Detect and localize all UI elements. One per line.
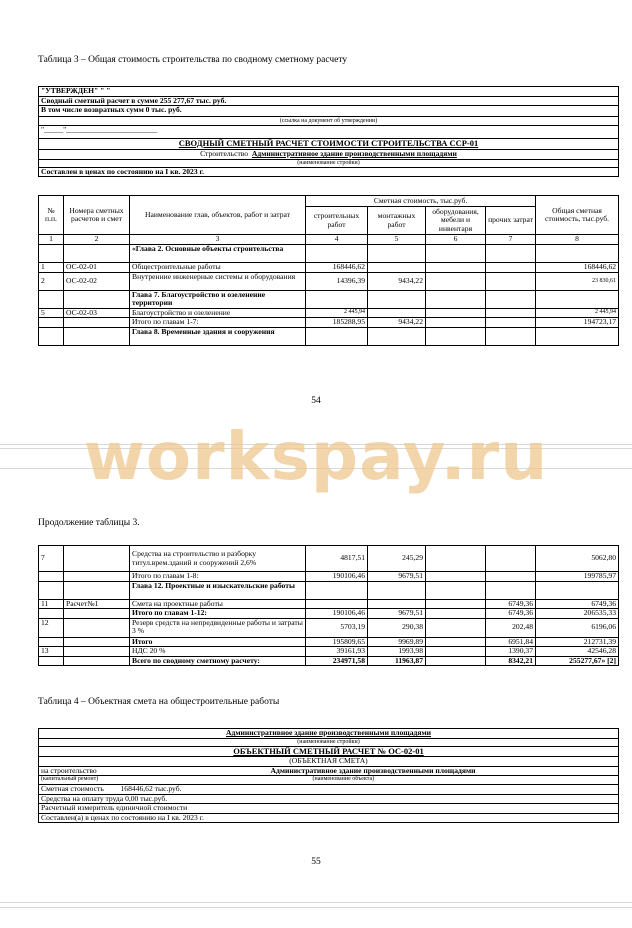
wage-line: Средства на оплату труда 0,00 тыс.руб.: [39, 794, 619, 804]
ssr-table-continued: [38, 545, 619, 666]
row-installation: [368, 244, 426, 262]
header-name: Наименование глав, объектов, работ и затрат: [130, 196, 306, 235]
table-row: [39, 546, 619, 572]
table-row: [39, 244, 619, 262]
row-num: 12: [39, 618, 64, 637]
row-name: «Глава 2. Основные объекты строительства: [130, 244, 306, 262]
construction-caption: (наименование стройки): [39, 159, 619, 167]
row-num: 11: [39, 599, 64, 609]
object-label: (наименование объекта): [312, 776, 375, 783]
on-construction-label: на строительство: [41, 766, 97, 775]
row-code: ОС-02-02: [64, 272, 130, 290]
row-name: Смета на проектные работы: [130, 599, 306, 609]
row-other: [486, 244, 536, 262]
unit-line: Расчетный измеритель единичной стоимости: [39, 804, 619, 814]
table-row: [39, 656, 619, 666]
row-num: [39, 572, 64, 582]
table-row: [39, 572, 619, 582]
row-code: [64, 244, 130, 262]
on-construction-value: Административное здание производственными площадями: [270, 765, 476, 775]
row-other: 8342,21: [486, 656, 536, 666]
row-total: 194723,17: [536, 318, 619, 328]
header-equipment: оборудования, мебели и инвентаря: [426, 207, 486, 235]
row-installation: [368, 581, 426, 599]
row-equipment: [426, 244, 486, 262]
row-installation: 290,38: [368, 618, 426, 637]
row-other: [486, 290, 536, 308]
row-construction: 195809,65: [306, 637, 368, 647]
row-name: Итого по главам 1-7:: [130, 318, 306, 328]
row-other: [486, 327, 536, 345]
row-code: [64, 318, 130, 328]
row-num: 5: [39, 308, 64, 318]
row-code: [64, 609, 130, 619]
table-row: [39, 290, 619, 308]
construction-label: Строительство: [200, 149, 249, 158]
row-code: [64, 637, 130, 647]
row-total: 2 445,94: [536, 308, 619, 318]
col-number: 6: [426, 235, 486, 245]
row-installation: [368, 308, 426, 318]
header-cost-group: Сметная стоимость, тыс.руб.: [306, 196, 536, 207]
row-num: 13: [39, 647, 64, 657]
row-other: [486, 318, 536, 328]
summary-line-1: Сводный сметный расчет в сумме 255 277,67 тыс. руб.: [39, 96, 619, 106]
table3-caption: Таблица 3 – Общая стоимость строительства по сводному сметному расчету: [38, 55, 348, 65]
approval-ref: (ссылка на документ об утверждении): [39, 117, 619, 126]
header-other: прочих затрат: [486, 207, 536, 235]
row-num: [39, 244, 64, 262]
object-estimate-table: [38, 728, 619, 823]
row-total: 42546,28: [536, 647, 619, 657]
object-estimate-title: ОБЪЕКТНЫЙ СМЕТНЫЙ РАСЧЕТ № ОС-02-01: [39, 746, 619, 757]
row-code: [64, 572, 130, 582]
row-construction: 4817,51: [306, 546, 368, 572]
summary-line-2: В том числе возвратных сумм 0 тыс. руб.: [39, 106, 619, 117]
row-construction: 185288,95: [306, 318, 368, 328]
col-number: 7: [486, 235, 536, 245]
t4-prices-line: Составлен(а) в ценах по состоянию на I кв. 2023 г.: [39, 813, 619, 823]
header-total: Общая сметная стоимость, тыс.руб.: [536, 196, 619, 235]
cost-value: 168446,62 тыс.руб.: [120, 784, 182, 794]
table-row: [39, 581, 619, 599]
ssr-table: [38, 195, 619, 346]
table-row: [39, 609, 619, 619]
row-construction: 5703,19: [306, 618, 368, 637]
row-other: [486, 572, 536, 582]
table-row: [39, 647, 619, 657]
header-construction: строительных работ: [306, 207, 368, 235]
row-name: Всего по сводному сметному расчету:: [130, 656, 306, 666]
table-row: [39, 308, 619, 318]
row-num: 1: [39, 262, 64, 272]
row-total: 6749,36: [536, 599, 619, 609]
table-row: [39, 599, 619, 609]
date-line: "_____"________________________: [39, 126, 619, 139]
row-num: [39, 290, 64, 308]
col-number: 2: [64, 235, 130, 245]
row-num: [39, 637, 64, 647]
row-name: Внутренние инженерные системы и оборудования: [130, 272, 306, 290]
row-code: [64, 656, 130, 666]
row-installation: [368, 290, 426, 308]
row-construction: 168446,62: [306, 262, 368, 272]
row-total: [536, 290, 619, 308]
row-name: Итого: [130, 637, 306, 647]
col-number: 3: [130, 235, 306, 245]
header-estimates: Номера сметных расчетов и смет: [64, 196, 130, 235]
row-installation: 9434,22: [368, 318, 426, 328]
row-construction: 234971,58: [306, 656, 368, 666]
row-name: Итого по главам 1-12:: [130, 609, 306, 619]
row-other: 202,48: [486, 618, 536, 637]
row-construction: 2 445,94: [306, 308, 368, 318]
on-construction-line: [39, 766, 619, 776]
table4-caption: Таблица 4 – Объектная смета на общестроительные работы: [38, 697, 280, 707]
row-installation: [368, 327, 426, 345]
row-other: 1390,37: [486, 647, 536, 657]
row-code: Расчет№1: [64, 599, 130, 609]
row-name: Резерв средств на непредвиденные работы и затраты 3 %: [130, 618, 306, 637]
table-row: [39, 272, 619, 290]
table-row: [39, 327, 619, 345]
row-construction: 14396,39: [306, 272, 368, 290]
row-equipment: [426, 637, 486, 647]
row-num: [39, 327, 64, 345]
row-installation: 9969,89: [368, 637, 426, 647]
row-construction: 190106,46: [306, 609, 368, 619]
object-name: Административное здание производственными площадями: [39, 729, 619, 739]
row-num: 7: [39, 546, 64, 572]
row-other: 6749,36: [486, 609, 536, 619]
row-construction: [306, 290, 368, 308]
row-code: [64, 546, 130, 572]
row-construction: 190106,46: [306, 572, 368, 582]
row-construction: 39161,93: [306, 647, 368, 657]
row-name: Средства на строительство и разборку титул.врем.зданий и сооружений 2,6%: [130, 546, 306, 572]
row-other: [486, 308, 536, 318]
row-other: 6951,84: [486, 637, 536, 647]
row-code: [64, 581, 130, 599]
col-number: 1: [39, 235, 64, 245]
row-name: Итого по главам 1-8:: [130, 572, 306, 582]
row-name: НДС 20 %: [130, 647, 306, 657]
row-code: [64, 618, 130, 637]
repair-label: (капитальный ремонт): [41, 776, 99, 783]
row-equipment: [426, 546, 486, 572]
row-installation: 11963,87: [368, 656, 426, 666]
page-number: 55: [311, 857, 321, 867]
row-num: [39, 609, 64, 619]
row-equipment: [426, 290, 486, 308]
row-equipment: [426, 308, 486, 318]
table3-header-block: [38, 86, 619, 177]
row-construction: [306, 581, 368, 599]
row-num: 2: [39, 272, 64, 290]
row-equipment: [426, 318, 486, 328]
row-other: [486, 272, 536, 290]
row-equipment: [426, 609, 486, 619]
row-equipment: [426, 262, 486, 272]
row-total: [536, 244, 619, 262]
row-code: ОС-02-01: [64, 262, 130, 272]
row-name: Глава 12. Проектные и изыскательские работы: [130, 581, 306, 599]
row-name: Глава 7. Благоустройство и озеленение территории: [130, 290, 306, 308]
row-equipment: [426, 647, 486, 657]
row-equipment: [426, 572, 486, 582]
row-total: 255277,67» [2]: [536, 656, 619, 666]
row-total: 6196,06: [536, 618, 619, 637]
row-name: Общестроительные работы: [130, 262, 306, 272]
row-total: 206535,33: [536, 609, 619, 619]
table-row: [39, 318, 619, 328]
row-equipment: [426, 272, 486, 290]
row-construction: [306, 244, 368, 262]
header-installation: монтажных работ: [368, 207, 426, 235]
construction-line: [39, 150, 619, 160]
row-code: ОС-02-03: [64, 308, 130, 318]
row-total: [536, 581, 619, 599]
page-separator: [0, 902, 632, 903]
cost-line: [39, 785, 619, 795]
cost-label: Сметная стоимость: [41, 784, 104, 794]
row-installation: 9679,51: [368, 572, 426, 582]
row-installation: [368, 599, 426, 609]
header-num: № п.п.: [39, 196, 64, 235]
table3-continuation-caption: Продолжение таблицы 3.: [38, 518, 140, 528]
col-number: 4: [306, 235, 368, 245]
row-total: 168446,62: [536, 262, 619, 272]
row-other: [486, 262, 536, 272]
col-number: 8: [536, 235, 619, 245]
row-total: 212731,39: [536, 637, 619, 647]
table-row: [39, 262, 619, 272]
row-num: [39, 656, 64, 666]
row-total: 199785,97: [536, 572, 619, 582]
row-num: [39, 581, 64, 599]
row-other: 6749,36: [486, 599, 536, 609]
construction-name: Административное здание производственными площадями: [251, 149, 457, 158]
row-installation: 245,29: [368, 546, 426, 572]
table-row: [39, 637, 619, 647]
row-installation: 9679,51: [368, 609, 426, 619]
row-total: 5062,80: [536, 546, 619, 572]
object-estimate-subtitle: (ОБЪЕКТНАЯ СМЕТА): [39, 757, 619, 767]
object-caption: (наименование стройки): [39, 738, 619, 746]
row-num: [39, 318, 64, 328]
page-number: 54: [311, 396, 321, 406]
row-equipment: [426, 327, 486, 345]
row-name: Благоустройство и озеленение: [130, 308, 306, 318]
row-total: 23 830,61: [536, 272, 619, 290]
row-code: [64, 327, 130, 345]
table-row: [39, 618, 619, 637]
prices-line: Составлен в ценах по состоянию на I кв. 2023 г.: [39, 167, 619, 177]
row-equipment: [426, 581, 486, 599]
row-construction: [306, 599, 368, 609]
row-code: [64, 647, 130, 657]
row-equipment: [426, 656, 486, 666]
page-separator: [0, 907, 632, 908]
row-installation: [368, 262, 426, 272]
row-installation: 9434,22: [368, 272, 426, 290]
row-name: Глава 8. Временные здания и сооружения: [130, 327, 306, 345]
row-other: [486, 581, 536, 599]
ssr-title: СВОДНЫЙ СМЕТНЫЙ РАСЧЕТ СТОИМОСТИ СТРОИТЕЛЬСТВА ССР-01: [39, 139, 619, 150]
row-equipment: [426, 618, 486, 637]
row-total: [536, 327, 619, 345]
row-equipment: [426, 599, 486, 609]
row-construction: [306, 327, 368, 345]
approved-line: "УТВЕРЖДЕН" " ": [39, 87, 619, 97]
row-other: [486, 546, 536, 572]
col-number: 5: [368, 235, 426, 245]
watermark: workspay.ru: [83, 418, 549, 495]
row-installation: 1993,98: [368, 647, 426, 657]
row-code: [64, 290, 130, 308]
